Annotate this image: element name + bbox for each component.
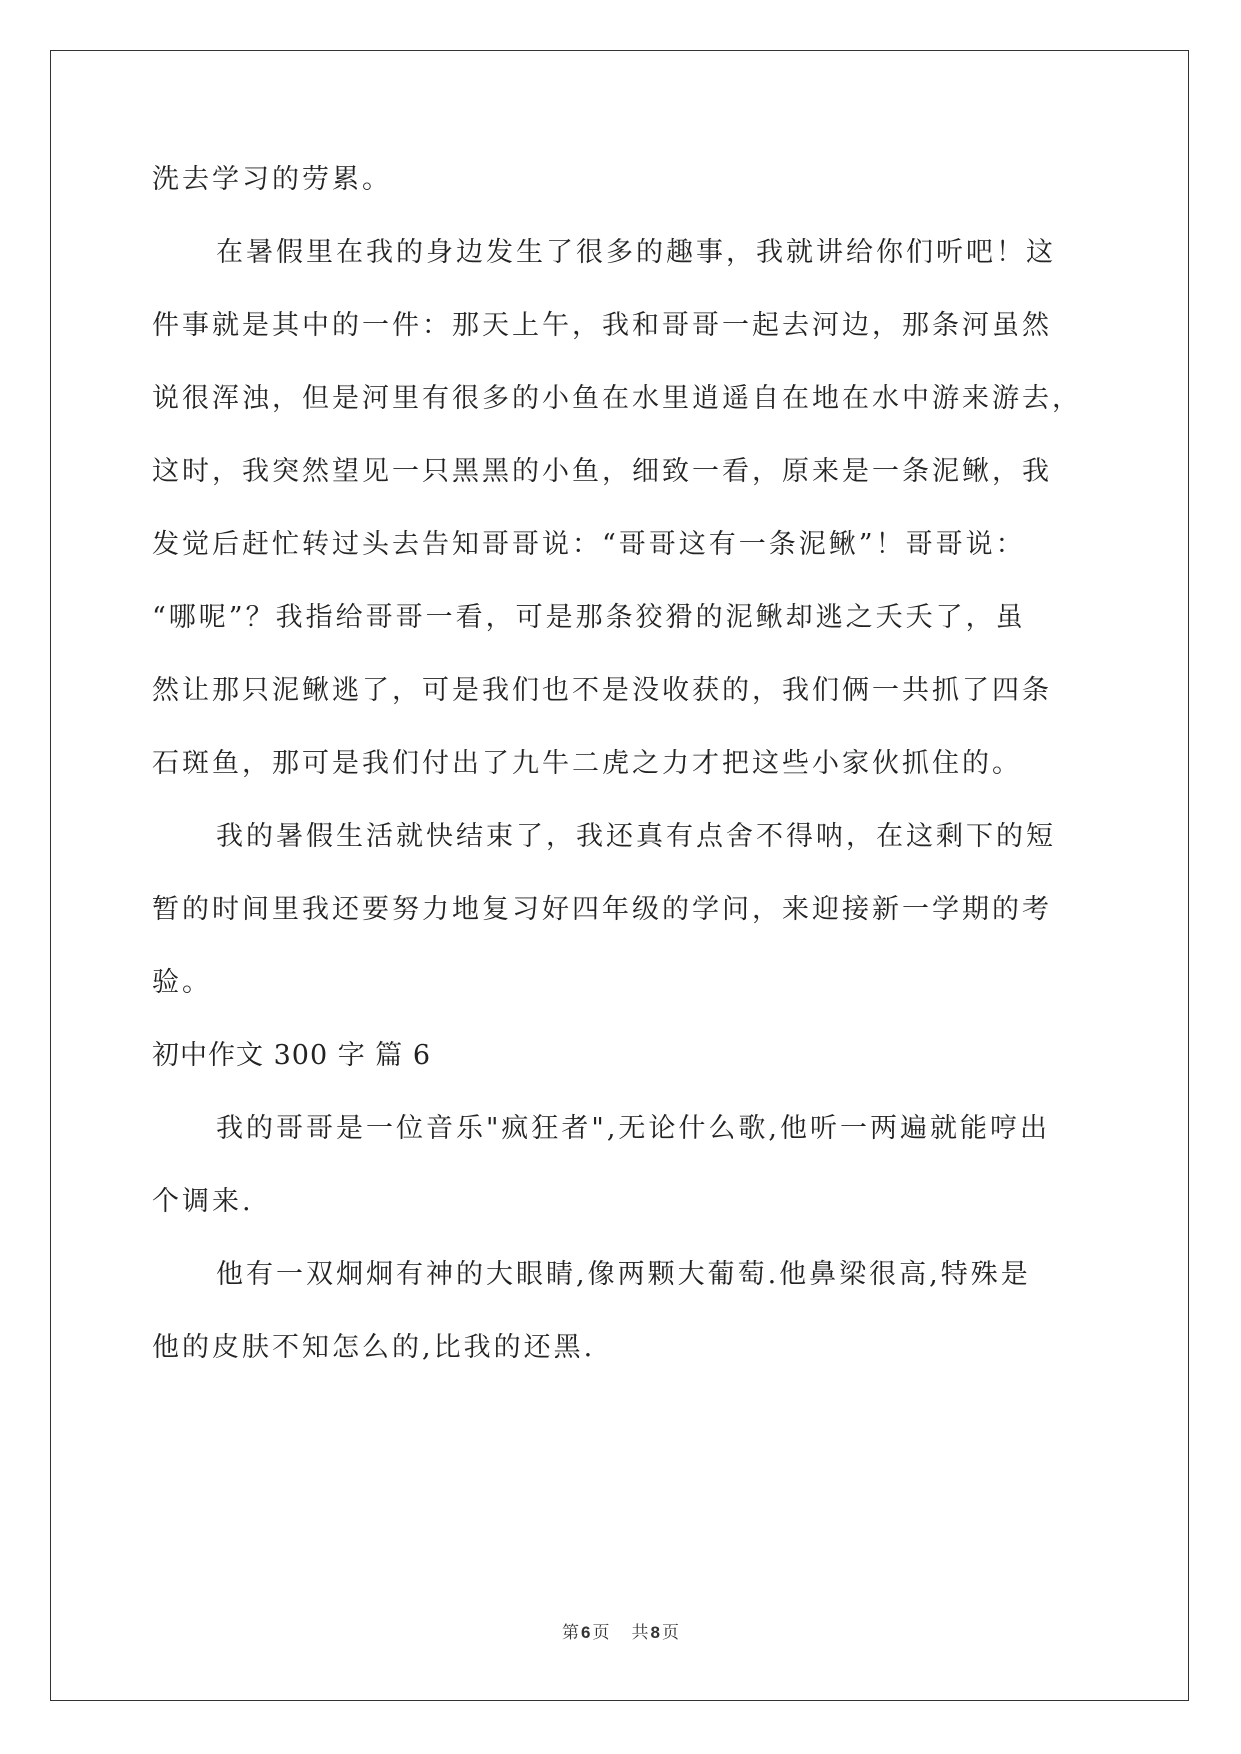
total-pages-number: 8 xyxy=(650,1623,660,1642)
paragraph-start-line: 我的暑假生活就快结束了，我还真有点舍不得呐，在这剩下的短 xyxy=(216,821,1056,852)
text-line: 他的皮肤不知怎么的,比我的还黑. xyxy=(152,1332,596,1363)
text-line: 这时，我突然望见一只黑黑的小鱼，细致一看，原来是一条泥鳅，我 xyxy=(152,456,1052,487)
paragraph-start-line: 他有一双炯炯有神的大眼睛,像两颗大葡萄.他鼻梁很高,特殊是 xyxy=(216,1259,1031,1290)
text-line: 然让那只泥鳅逃了，可是我们也不是没收获的，我们俩一共抓了四条 xyxy=(152,675,1052,706)
paragraph-start-line: 我的哥哥是一位音乐"疯狂者",无论什么歌,他听一两遍就能哼出 xyxy=(216,1113,1051,1144)
text-line: 个调来. xyxy=(152,1186,254,1217)
text-line: 石斑鱼，那可是我们付出了九牛二虎之力才把这些小家伙抓住的。 xyxy=(152,748,1022,779)
section-heading: 初中作文 300 字 篇 6 xyxy=(152,1040,432,1071)
current-page-number: 6 xyxy=(581,1623,591,1642)
text-line: 暂的时间里我还要努力地复习好四年级的学问，来迎接新一学期的考 xyxy=(152,894,1052,925)
page-footer xyxy=(0,1618,1241,1643)
text-line: 说很浑浊，但是河里有很多的小鱼在水里逍遥自在地在水中游来游去， xyxy=(152,383,1082,414)
footer-total-suffix: 页 xyxy=(661,1623,679,1643)
text-line: 发觉后赶忙转过头去告知哥哥说：“哥哥这有一条泥鳅”！哥哥说： xyxy=(152,529,1026,560)
page-border xyxy=(50,50,1189,1701)
footer-total-prefix: 共 xyxy=(631,1623,649,1643)
footer-prefix: 第 xyxy=(562,1623,580,1643)
text-line: 验。 xyxy=(152,967,212,998)
text-line: “哪呢”？我指给哥哥一看，可是那条狡猾的泥鳅却逃之夭夭了，虽 xyxy=(152,602,1026,633)
text-line: 件事就是其中的一件：那天上午，我和哥哥一起去河边，那条河虽然 xyxy=(152,310,1052,341)
paragraph-start-line: 在暑假里在我的身边发生了很多的趣事，我就讲给你们听吧！这 xyxy=(216,237,1056,268)
text-line: 洗去学习的劳累。 xyxy=(152,164,392,195)
footer-page-suffix: 页 xyxy=(592,1623,610,1643)
